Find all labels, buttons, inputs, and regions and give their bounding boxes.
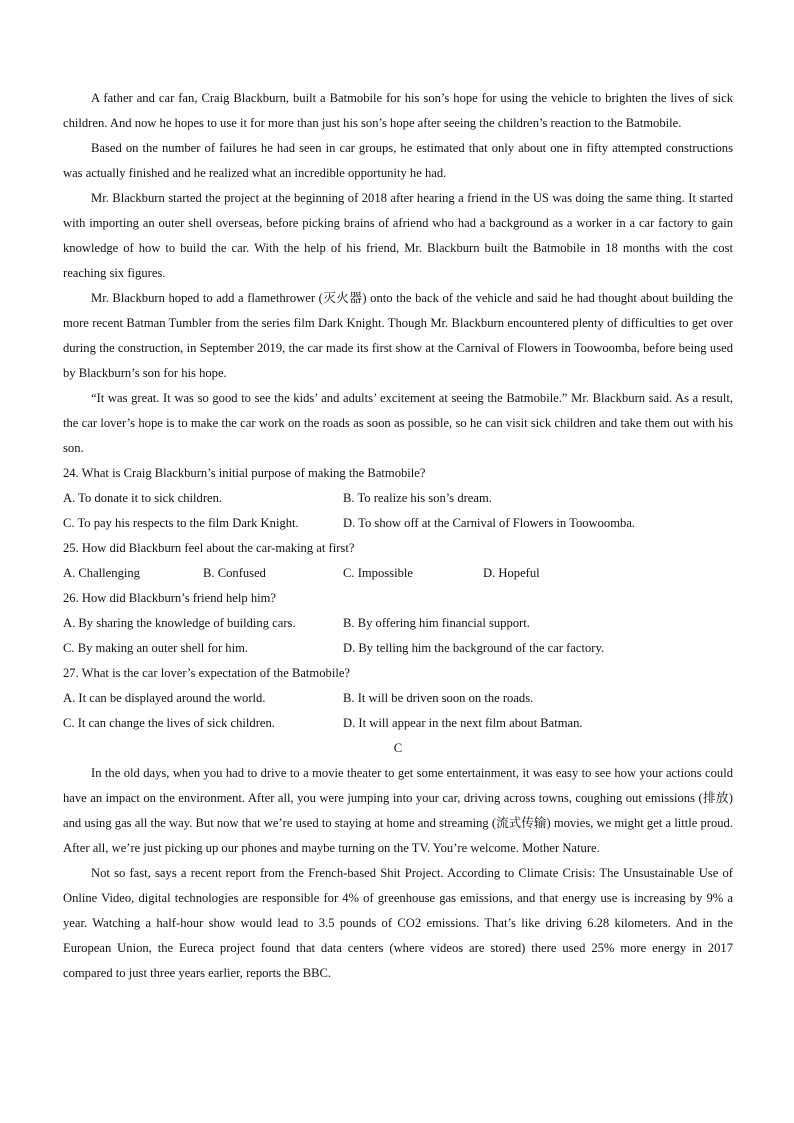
question-27-options-row-1 <box>63 686 733 711</box>
option: B. Confused <box>203 566 266 580</box>
question-26-options-row-1 <box>63 611 733 636</box>
paragraph: Mr. Blackburn hoped to add a flamethrower (灭火器) onto the back of the vehicle and said he had thought about building the more recent Batman Tumbler from the series film Dark Knight. Though Mr. Blackburn encountered plenty of difficulties to get over during the construction, in September 2019, the car made its first show at the Carnival of Flowers in Toowoomba, before being used by Blackburn’s son for his hope. <box>63 291 733 380</box>
question-26-stem: 26. How did Blackburn’s friend help him? <box>63 591 277 605</box>
option: C. Impossible <box>343 566 413 580</box>
paragraph: A father and car fan, Craig Blackburn, built a Batmobile for his son’s hope for using the vehicle to brighten the lives of sick children. And now he hopes to use it for more than just his son’s hope after seeing the children’s reaction to the Batmobile. <box>63 91 733 130</box>
option: D. By telling him the background of the car factory. <box>343 641 605 655</box>
option: D. To show off at the Carnival of Flowers in Toowoomba. <box>343 516 636 530</box>
paragraph: Not so fast, says a recent report from the French-based Shit Project. According to Climate Crisis: The Unsustainable Use of Online Video, digital technologies are responsible for 4% of greenhouse gas emissions, and that energy use is increasing by 9% a year. Watching a half-hour show would lead to 3.5 pounds of CO2 emissions. That’s like driving 6.28 kilometers. And in the European Union, the Eureca project found that data centers (where videos are stored) there used 25% more energy in 2017 compared to just three years earlier, reports the BBC. <box>63 866 733 980</box>
document-page <box>63 86 733 986</box>
option: B. It will be driven soon on the roads. <box>343 691 534 705</box>
paragraph: Based on the number of failures he had seen in car groups, he estimated that only about one in fifty attempted constructions was actually finished and he realized what an incredible opportunity he had. <box>63 141 733 180</box>
option: A. By sharing the knowledge of building cars. <box>63 616 296 630</box>
option: A. Challenging <box>63 566 140 580</box>
question-24-stem: 24. What is Craig Blackburn’s initial purpose of making the Batmobile? <box>63 466 426 480</box>
option: A. It can be displayed around the world. <box>63 691 266 705</box>
paragraph: “It was great. It was so good to see the kids’ and adults’ excitement at seeing the Batmobile.” Mr. Blackburn said. As a result, the car lover’s hope is to make the car work on the roads as soon as possible, so he can visit sick children and take them out with his son. <box>63 391 733 455</box>
option: C. It can change the lives of sick children. <box>63 716 275 730</box>
option: B. By offering him financial support. <box>343 616 530 630</box>
option: B. To realize his son’s dream. <box>343 491 492 505</box>
paragraph: Mr. Blackburn started the project at the beginning of 2018 after hearing a friend in the US was doing the same thing. It started with importing an outer shell overseas, before picking brains of afriend who had a background as a worker in a car factory to gain knowledge of how to build the car. With the help of his friend, Mr. Blackburn built the Batmobile in 18 months with the cost reaching six figures. <box>63 191 733 280</box>
question-27-stem: 27. What is the car lover’s expectation of the Batmobile? <box>63 666 350 680</box>
section-c-heading: C <box>393 741 403 755</box>
question-24-options-row-1 <box>63 486 733 511</box>
paragraph: In the old days, when you had to drive to a movie theater to get some entertainment, it was easy to see how your actions could have an impact on the environment. After all, you were jumping into your car, driving across towns, coughing out emissions (排放) and using gas all the way. But now that we’re used to staying at home and streaming (流式传输) movies, we might get a little proud. After all, we’re just picking up our phones and maybe turning on the TV. You’re welcome. Mother Nature. <box>63 766 733 855</box>
question-24-options-row-2 <box>63 511 733 536</box>
question-25-stem: 25. How did Blackburn feel about the car-making at first? <box>63 541 355 555</box>
option: C. To pay his respects to the film Dark Knight. <box>63 516 299 530</box>
option: A. To donate it to sick children. <box>63 491 223 505</box>
question-27-options-row-2 <box>63 711 733 736</box>
option: D. It will appear in the next film about Batman. <box>343 716 583 730</box>
question-25-options <box>63 561 733 586</box>
option: C. By making an outer shell for him. <box>63 641 249 655</box>
option: D. Hopeful <box>483 566 540 580</box>
question-26-options-row-2 <box>63 636 733 661</box>
